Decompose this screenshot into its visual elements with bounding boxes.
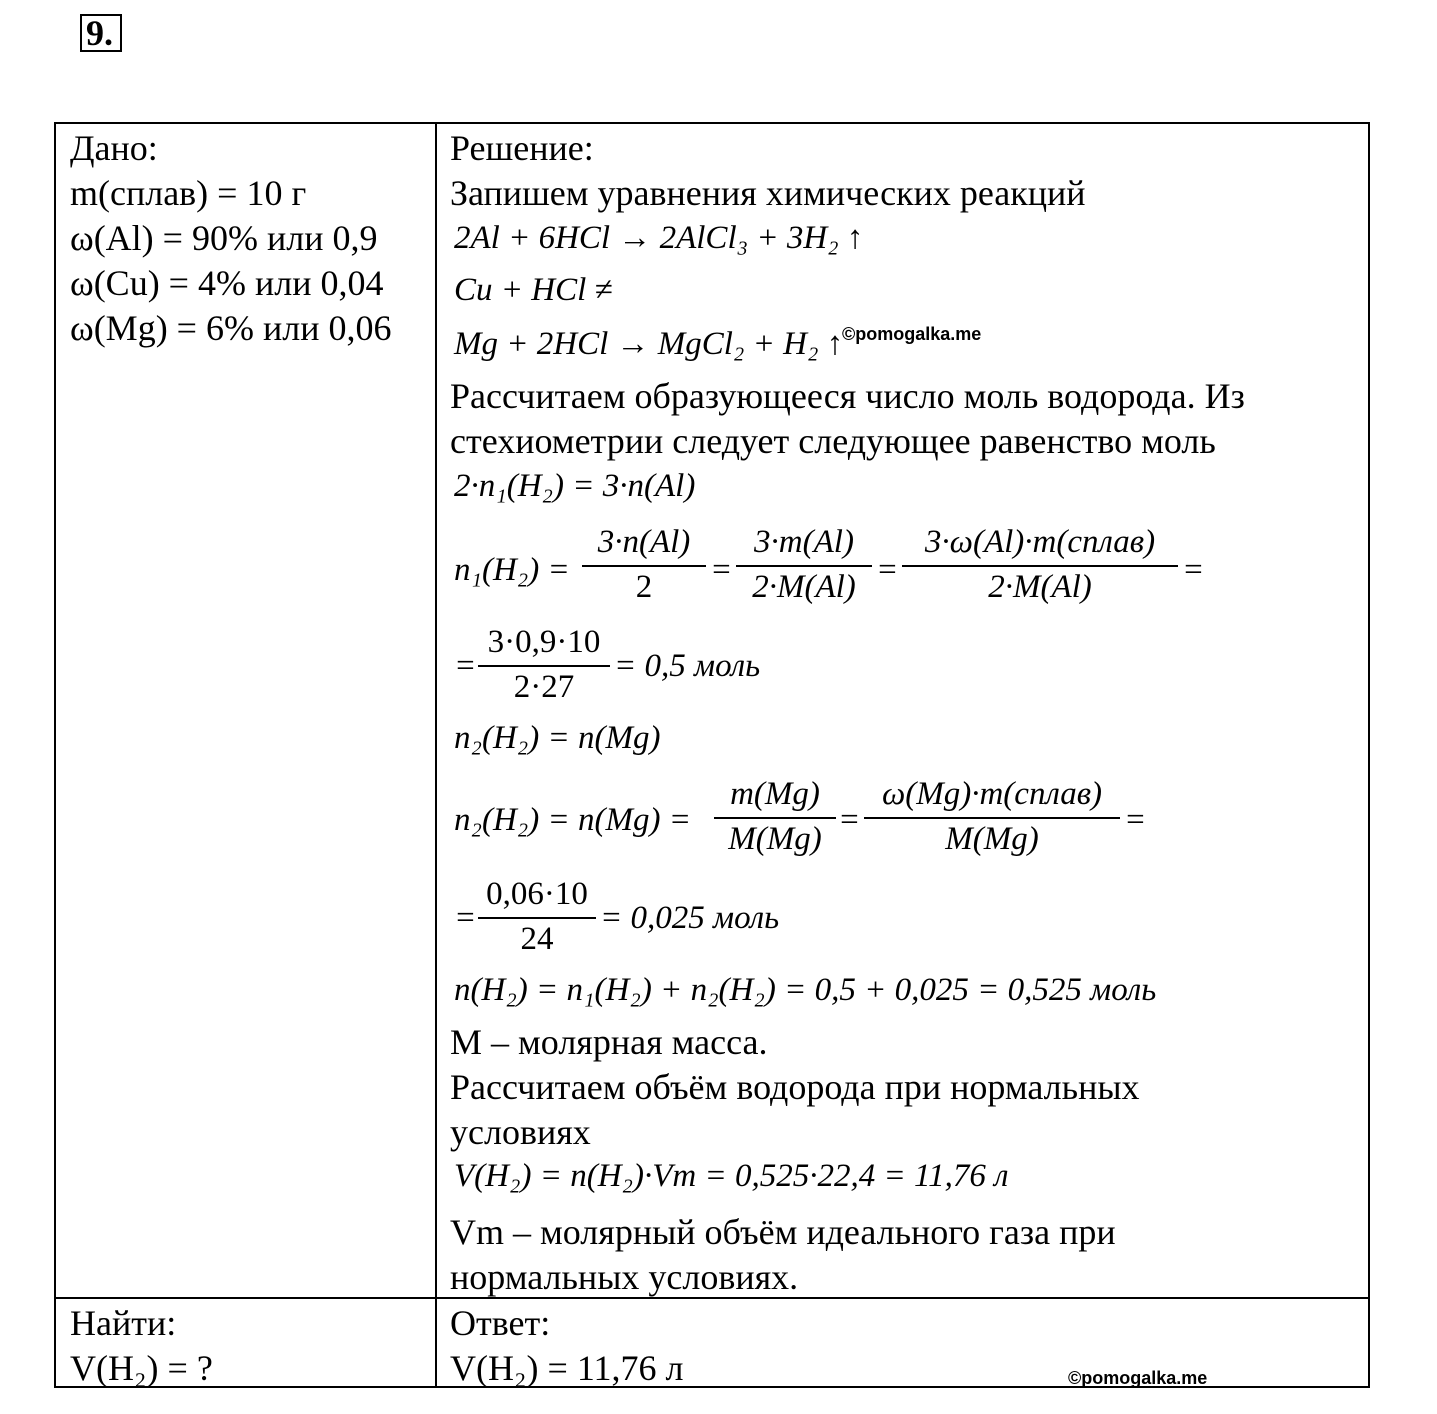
equals-sign: =	[710, 552, 733, 588]
equation-2-fraction-1	[582, 524, 706, 606]
solution-text-4a: Vm – молярный объём идеального газа при	[450, 1212, 1116, 1252]
fraction-denominator: M(Mg)	[945, 821, 1039, 857]
fraction-denominator: 2·M(Al)	[988, 569, 1092, 605]
fraction-numerator: 3·n(Al)	[582, 524, 706, 567]
equation-6-fraction	[478, 876, 596, 958]
equation-1: 2·n₁(H₂) = 3·n(Al)	[454, 468, 696, 504]
answer-header: Ответ:	[450, 1303, 551, 1343]
watermark-top: ©pomogalka.me	[842, 324, 982, 344]
equation-7: n(H₂) = n₁(H₂) + n₂(H₂) = 0,5 + 0,025 = 0,525 моль	[454, 972, 1157, 1008]
solution-text-1a: Рассчитаем образующееся число моль водорода. Из	[450, 376, 1245, 416]
reaction-mg: Mg + 2HCl → MgCl₂ + H₂ ↑	[454, 326, 844, 362]
equals-sign: =	[454, 648, 477, 684]
equals-sign: =	[876, 552, 899, 588]
equation-2-lhs: n₁(H₂) =	[454, 552, 570, 588]
equation-4: n₂(H₂) = n(Mg)	[454, 720, 661, 756]
equation-2-fraction-3	[902, 524, 1178, 606]
solution-intro: Запишем уравнения химических реакций	[450, 173, 1086, 213]
fraction-denominator: 2	[635, 569, 653, 605]
fraction-numerator: 3·m(Al)	[736, 524, 872, 567]
column-divider	[435, 124, 437, 1386]
given-header: Дано:	[70, 128, 158, 168]
equals-sign: =	[1182, 552, 1205, 588]
equation-2-fraction-2	[736, 524, 872, 606]
fraction-denominator: 24	[520, 921, 554, 957]
solution-header: Решение:	[450, 128, 594, 168]
find-line: V(H₂) = ?	[70, 1348, 213, 1388]
equation-5-lhs: n₂(H₂) = n(Mg) =	[454, 802, 692, 838]
watermark-bottom: ©pomogalka.me	[1068, 1368, 1208, 1388]
solution-text-3b: условиях	[450, 1112, 591, 1152]
equals-sign: =	[454, 900, 477, 936]
reaction-al: 2Al + 6HCl → 2AlCl₃ + 3H₂ ↑	[454, 220, 864, 256]
equation-6-result: = 0,025 моль	[600, 900, 780, 936]
fraction-denominator: 2·27	[513, 669, 575, 705]
equation-5-fraction-1	[714, 776, 836, 858]
equation-3-result: = 0,5 моль	[614, 648, 761, 684]
given-omega-mg: ω(Mg) = 6% или 0,06	[70, 308, 392, 348]
solution-table	[54, 122, 1370, 1388]
fraction-numerator: ω(Mg)·m(сплав)	[864, 776, 1120, 819]
fraction-numerator: 3·ω(Al)·m(сплав)	[902, 524, 1178, 567]
fraction-numerator: 0,06·10	[478, 876, 596, 919]
find-header: Найти:	[70, 1303, 177, 1343]
equation-3-fraction	[478, 624, 610, 706]
equals-sign: =	[838, 802, 861, 838]
given-mass: m(сплав) = 10 г	[70, 173, 307, 213]
fraction-denominator: 2·M(Al)	[752, 569, 856, 605]
solution-text-3a: Рассчитаем объём водорода при нормальных	[450, 1067, 1140, 1107]
solution-text-4b: нормальных условиях.	[450, 1257, 799, 1297]
fraction-denominator: M(Mg)	[728, 821, 822, 857]
equation-5-fraction-2	[864, 776, 1120, 858]
equation-8: V(H₂) = n(H₂)·Vm = 0,525·22,4 = 11,76 л	[454, 1158, 1009, 1194]
fraction-numerator: 3·0,9·10	[478, 624, 610, 667]
given-omega-cu: ω(Cu) = 4% или 0,04	[70, 263, 384, 303]
given-omega-al: ω(Al) = 90% или 0,9	[70, 218, 378, 258]
equals-sign: =	[1124, 802, 1147, 838]
problem-number: 9.	[80, 14, 122, 52]
fraction-numerator: m(Mg)	[714, 776, 836, 819]
reaction-cu: Cu + HCl ≠	[454, 272, 613, 308]
solution-text-1b: стехиометрии следует следующее равенство моль	[450, 421, 1216, 461]
solution-text-2: М – молярная масса.	[450, 1022, 768, 1062]
answer-line: V(H₂) = 11,76 л	[450, 1348, 684, 1388]
